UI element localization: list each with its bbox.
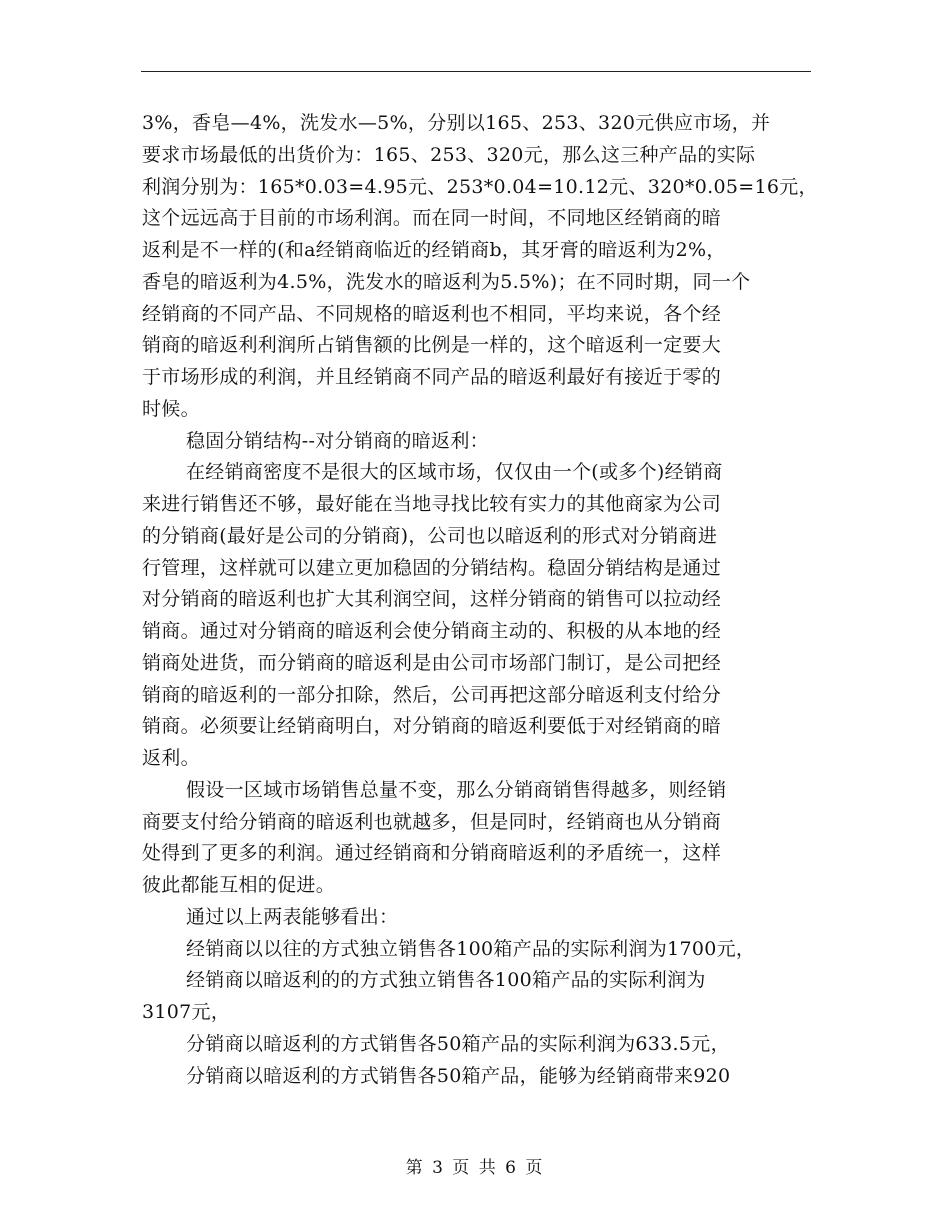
text-line: 处得到了更多的利润。通过经销商和分销商暗返利的矛盾统一，这样 <box>142 842 722 865</box>
text-line: 稳固分销结构--对分销商的暗返利： <box>186 429 489 452</box>
text-line: 分销商以暗返利的方式销售各50箱产品，能够为经销商带来920 <box>186 1064 731 1087</box>
page-number-label: 第 3 页 共 6 页 <box>405 1158 545 1178</box>
text-line: 在经销商密度不是很大的区域市场，仅仅由一个(或多个)经销商 <box>186 461 723 484</box>
text-line: 销商。必须要让经销商明白，对分销商的暗返利要低于对经销商的暗 <box>142 715 722 738</box>
text-line: 利润分别为：165*0.03=4.95元、253*0.04=10.12元、320*0.05=16元， <box>142 175 818 198</box>
text-line: 行管理，这样就可以建立更加稳固的分销结构。稳固分销结构是通过 <box>142 556 722 579</box>
text-line: 时候。 <box>142 397 200 420</box>
text-line: 来进行销售还不够，最好能在当地寻找比较有实力的其他商家为公司 <box>142 493 722 515</box>
text-line: 香皂的暗返利为4.5%，洗发水的暗返利为5.5%)；在不同时期，同一个 <box>142 270 751 293</box>
text-line: 假设一区域市场销售总量不变，那么分销商销售得越多，则经销 <box>186 778 727 801</box>
text-line: 经销商以以往的方式独立销售各100箱产品的实际利润为1700元， <box>186 937 756 960</box>
text-line: 返利。 <box>142 747 200 769</box>
text-line: 经销商以暗返利的的方式独立销售各100箱产品的实际利润为 <box>186 969 706 992</box>
text-line: 销商处进货，而分销商的暗返利是由公司市场部门制订，是公司把经 <box>142 651 722 674</box>
text-line: 销商。通过对分销商的暗返利会使分销商主动的、积极的从本地的经 <box>142 620 722 642</box>
text-line: 这个远远高于目前的市场利润。而在同一时间，不同地区经销商的暗 <box>142 207 722 230</box>
text-line: 分销商以暗返利的方式销售各50箱产品的实际利润为633.5元， <box>186 1032 730 1055</box>
text-line: 3%，香皂—4%，洗发水—5%，分别以165、253、320元供应市场，并 <box>142 112 771 134</box>
text-line: 要求市场最低的出货价为：165、253、320元，那么这三种产品的实际 <box>142 143 756 166</box>
text-line: 通过以上两表能够看出： <box>186 905 399 928</box>
text-line: 于市场形成的利润，并且经销商不同产品的暗返利最好有接近于零的 <box>142 366 722 388</box>
text-line: 对分销商的暗返利也扩大其利润空间，这样分销商的销售可以拉动经 <box>142 588 722 611</box>
document-body <box>142 108 818 1092</box>
text-line: 返利是不一样的(和a经销商临近的经销商b，其牙膏的暗返利为2%， <box>142 239 726 261</box>
text-line: 商要支付给分销商的暗返利也就越多，但是同时，经销商也从分销商 <box>142 810 722 833</box>
text-line: 的分销商(最好是公司的分销商)，公司也以暗返利的形式对分销商进 <box>142 524 718 547</box>
text-line: 销商的暗返利利润所占销售额的比例是一样的，这个暗返利一定要大 <box>142 334 722 357</box>
header-rule <box>141 71 811 72</box>
text-line: 3107元， <box>142 1001 231 1023</box>
text-line: 经销商的不同产品、不同规格的暗返利也不相同，平均来说，各个经 <box>142 302 722 325</box>
page-footer <box>0 1153 950 1178</box>
text-line: 销商的暗返利的一部分扣除，然后，公司再把这部分暗返利支付给分 <box>142 683 722 706</box>
text-line: 彼此都能互相的促进。 <box>142 874 336 896</box>
